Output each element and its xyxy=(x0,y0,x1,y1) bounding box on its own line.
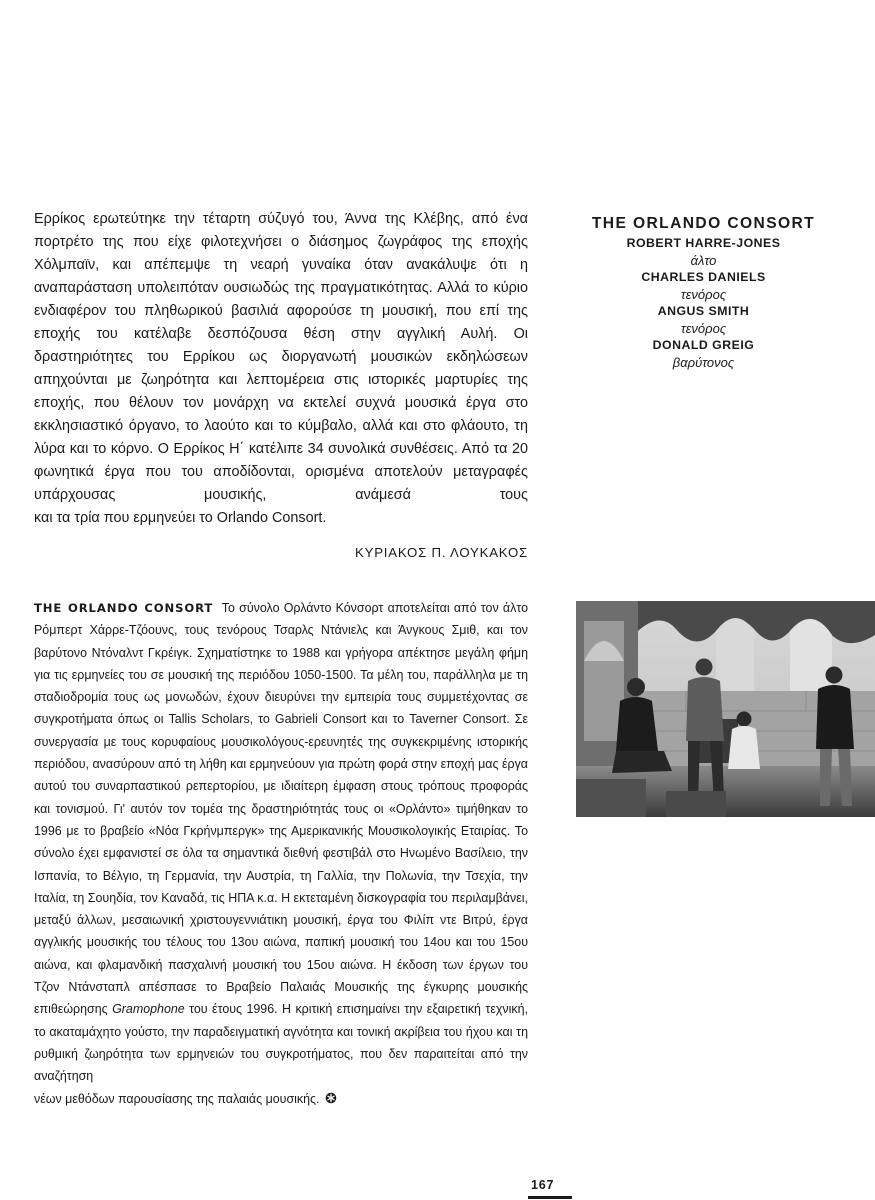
cast-member xyxy=(586,303,821,337)
cast-member-role: άλτο xyxy=(690,253,717,268)
bio-text-part2: του έτους 1996. Η κριτική επισημαίνει την εξαιρετική τεχνική, το ακαταμάχητο γούστο, την παραδειγματική αγνότητα και τονική ακρίβεια του ήχου και τη ρυθμική ζωηρότητα των ερμηνειών του συγκροτήματος, που δεν παραιτείται από την αναζήτηση xyxy=(34,1002,528,1084)
cast-member-name: CHARLES DANIELS xyxy=(641,270,766,284)
cast-member-name: DONALD GREIG xyxy=(652,338,755,352)
cast-member-role: τενόρος xyxy=(680,321,727,336)
cast-members xyxy=(586,235,821,371)
cast-member xyxy=(586,337,821,371)
intro-last-line: και τα τρία που ερμηνεύει το Orlando Consort. xyxy=(34,510,327,526)
cast-member-role: βαρύτονος xyxy=(672,355,735,370)
ensemble-photo-image xyxy=(576,601,875,817)
cast-member xyxy=(586,235,821,269)
page-number: 167 xyxy=(531,1178,555,1192)
cast-member-name: ANGUS SMITH xyxy=(657,304,750,318)
bio-last-line-wrap xyxy=(34,1088,528,1110)
cast-member-role: τενόρος xyxy=(680,287,727,302)
page-number-rule xyxy=(528,1196,572,1199)
cast-list-block xyxy=(586,213,821,371)
bio-text-part1: Το σύνολο Ορλάντο Κόνσορτ αποτελείται από τον άλτο Ρόμπερτ Χάρρε-Τζόουνς, τους τενόρους Τσαρλς Ντάνιελς και Άνγκους Σμιθ, και τον βαρύτονο Ντόναλντ Γκρέιγκ. Σχηματίστηκε το 1988 και γρήγορα απέκτησε μεγάλη φήμη για τις ερμηνείες του σε μουσική της περιόδου 1050-1500. Τα μέλη του, παράλληλα με τη σταδιοδρομία τους ως μονωδών, έχουν διευρύνει την εμπειρία τους συμμετέχοντας σε συγκροτήματα όπως οι Tallis Scholars, το Gabrieli Consort και το Taverner Consort. Σε συνεργασία με τους κορυφαίους μουσικολόγους-ερευνητές της συγκεκριμένης ιστορικής περιόδου, ανασύρουν από τη λήθη και ερμηνεύουν για πρώτη φορά στην εποχή μας έργα αυτού του συναρπαστικού ρεπερτορίου, με ιδιαίτερη έμφαση στους τρόπους προφοράς και τονισμού. Γι' αυτόν τον τομέα της δραστηριότητάς τους οι «Ορλάντο» τιμήθηκαν το 1996 με το βραβείο «Νόα Γκρήνμπεργκ» της Αμερικανικής Μουσικολογικής Εταιρίας. Το σύνολο έχει εμφανιστεί σε όλα τα σημαντικά διεθνή φεστιβάλ στο Ηνωμένο Βασίλειο, την Ισπανία, το Βέλγιο, τη Γερμανία, την Αυστρία, τη Γαλλία, την Πολωνία, την Τσεχία, την Ιταλία, τη Σουηδία, τον Καναδά, τις ΗΠΑ κ.α. Η εκτεταμένη δισκογραφία του περιλαμβάνει, μεταξύ άλλων, μεσαιωνική χριστουγεννιάτικη μουσική, έργα του Φιλίπ ντε Βιτρύ, έργα αγγλικής μουσικής του τέλους του 13ου αιώνα, παπική μουσική του 14ου και του 15ου αιώνα, και φλαμανδική πασχαλινή μουσική του 15ου αιώνα. Η έκδοση των έργων του Τζον Ντάνσταπλ απέσπασε το Βραβείο Παλαιάς Μουσικής της έγκυρης μουσικής επιθεώρησης xyxy=(34,601,528,1017)
cast-title: THE ORLANDO CONSORT xyxy=(591,215,816,232)
intro-paragraph xyxy=(34,208,528,530)
cast-member xyxy=(586,269,821,303)
ensemble-photo xyxy=(576,601,875,817)
intro-body: Ερρίκος ερωτεύτηκε την τέταρτη σύζυγό του, Άννα της Κλέβης, από ένα πορτρέτο της που είχε φιλοτεχνήσει ο διάσημος ζωγράφος της εποχής Χόλμπαϊν, και απέπεμψε τη νεαρή γυναίκα όταν ανακάλυψε ότι η αναπαράσταση υπολειπόταν ουσιωδώς της πραγματικότητας. Αλλά το κύριο ενδιαφέρον του πληθωρικού βασιλιά αφορούσε τη μουσική, που επί της εποχής του κατέλαβε δεσπόζουσα θέση στην αγγλική Αυλή. Οι δραστηριότητες του Ερρίκου ως διοργανωτή μουσικών εκδηλώσεων απηχούνται με ζωηρότητα και λεπτομέρεια στις ιστορικές μαρτυρίες της εποχής, που θέλουν τον μονάρχη να εκτελεί συχνά μουσικά έργα στο εκκλησιαστικό όργανο, το λαούτο και το κύμβαλο, αλλά και στο φλάουτο, τη λύρα και το κόρνο. Ο Ερρίκος Η΄ κατέλιπε 34 συνολικά συνθέσεις. Από τα 20 φωνητικά έργα που του αποδίδονται, ορισμένα αποτελούν μεταγραφές υπάρχουσας μουσικής, ανάμεσά τους xyxy=(34,211,528,503)
bio-magazine-title: Gramophone xyxy=(112,1002,185,1017)
asterisk-circle-icon xyxy=(325,1092,337,1104)
bio-last-line: νέων μεθόδων παρουσίασης της παλαιάς μουσικής. xyxy=(34,1091,320,1106)
cast-member-name: ROBERT HARRE-JONES xyxy=(626,236,781,250)
bio-paragraph xyxy=(34,597,528,1110)
author-signature: ΚΥΡΙΑΚΟΣ Π. ΛΟΥΚΑΚΟΣ xyxy=(355,545,528,560)
bio-lead: THE ORLANDO CONSORT xyxy=(34,601,214,615)
